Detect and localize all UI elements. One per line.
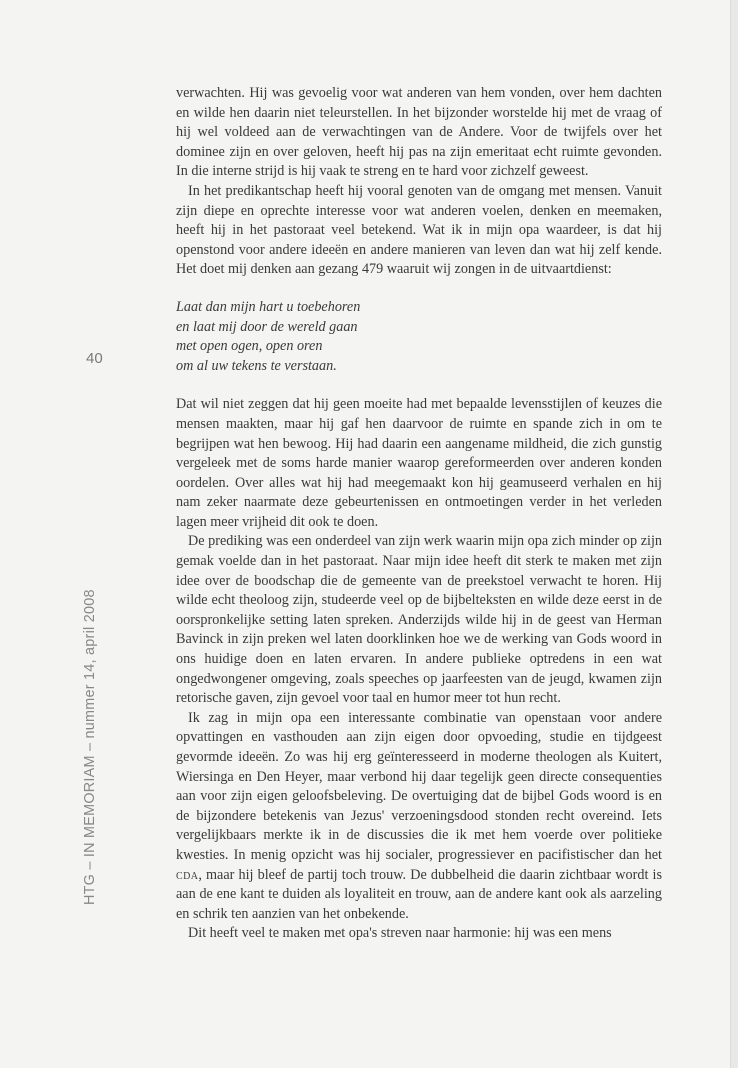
- paragraph-5-text-start: Ik zag in mijn opa een interessante combinatie van openstaan voor andere opvattingen en vasthouden aan zijn eigen door opvoeding, studie en tijdgeest gevormde ideeën. Zo was hij erg geïnteresseerd in moderne theologen als Kuitert, Wiersinga en Den Heyer, maar verbond hij daar tegelijk geen directe consequenties aan voor zijn eigen geloofsbeleving. De overtuiging dat de bijbel Gods woord is en de bijzondere betekenis van Jezus' verzoeningsdood stonden recht overeind. Iets vergelijkbaars merkte ik in de discussies die ik met hem voerde over politieke kwesties. In menig opzicht was hij socialer, progressiever en pacifistischer dan het: [176, 709, 662, 863]
- paragraph-6: Dit heeft veel te maken met opa's streven naar harmonie: hij was een mens: [188, 925, 612, 942]
- paragraph-5-text-end: , maar hij bleef de partij toch trouw. De dubbelheid die daarin zichtbaar wordt is aan de ene kant te duiden als loyaliteit en trouw, aan de andere kant ook als aarzeling en schrik ten aanzien van het onbekende.: [176, 866, 662, 922]
- paragraph-5: [176, 709, 662, 925]
- paragraph-4: De prediking was een onderdeel van zijn werk waarin mijn opa zich minder op zijn gemak voelde dan in het pastoraat. Naar mijn idee heeft dit sterk te maken met zijn idee over de boodschap die de gemeente van de preekstoel verwacht te horen. Hij wilde echt theoloog zijn, studeerde veel op de bijbelteksten en wilde deze eerst in de oorspronkelijke setting laten spreken. Anderzijds wilde hij in de geest van Herman Bavinck in zijn preken wel laten doorklinken hoe we de werking van Gods woord in ons huidige doen en laten ervaren. In andere publieke optredens in een wat ongedwongener omgeving, zoals speeches op jaarfeesten van de jeugd, kwamen zijn retorische gaven, zijn gevoel voor taal en humor meer tot hun recht.: [176, 533, 662, 707]
- paragraph-1: verwachten. Hij was gevoelig voor wat anderen van hem vonden, over hem dachten en wilde hen daarin niet teleurstellen. In het bijzonder worstelde hij met de vraag of hij wel voldeed aan de verwachtingen van de Andere. Voor de twijfels over het dominee zijn en over geloven, heeft hij pas na zijn emeritaat echt ruimte gevonden. In die interne strijd is hij vaak te streng en te hard voor zichzelf geweest.: [176, 85, 662, 180]
- paragraph-3: Dat wil niet zeggen dat hij geen moeite had met bepaalde levensstijlen of keuzes die mensen maakten, maar hij gaf hen daarvoor de ruimte en spande zich in om te begrijpen wat hen bewoog. Hij had daarin een aangename mildheid, die zich gunstig vergeleek met de soms harde manier waarop gereformeerden over anderen konden oordelen. Over alles wat hij had meegemaakt kon hij geamuseerd verhalen en hij nam zeker naarmate deze gebeurtenissen en ontmoetingen verder in het verleden lagen meer vrijheid dit ook te doen.: [176, 396, 662, 530]
- page-edge: [730, 0, 738, 1068]
- paragraph-2: In het predikantschap heeft hij vooral genoten van de omgang met mensen. Vanuit zijn diepe en oprechte interesse voor wat anderen voelen, denken en meemaken, heeft hij in het pastoraat veel betekend. Wat ik in mijn opa waardeer, is dat hij openstond voor andere ideeën en andere manieren van leven dan wat hij zelf kende. Het doet mij denken aan gezang 479 waaruit wij zongen in de uitvaartdienst:: [176, 182, 662, 278]
- hymn-line: om al uw tekens te verstaan.: [176, 357, 337, 374]
- body-text: [176, 84, 662, 944]
- hymn-quote: [176, 298, 662, 376]
- hymn-line: met open ogen, open oren: [176, 338, 323, 355]
- party-abbreviation: cda: [176, 866, 199, 883]
- hymn-line: Laat dan mijn hart u toebehoren: [176, 298, 361, 315]
- running-footer: HTG – IN MEMORIAM – nummer 14, april 2008: [82, 589, 98, 905]
- hymn-line: en laat mij door de wereld gaan: [176, 318, 358, 335]
- page-number: 40: [86, 350, 103, 367]
